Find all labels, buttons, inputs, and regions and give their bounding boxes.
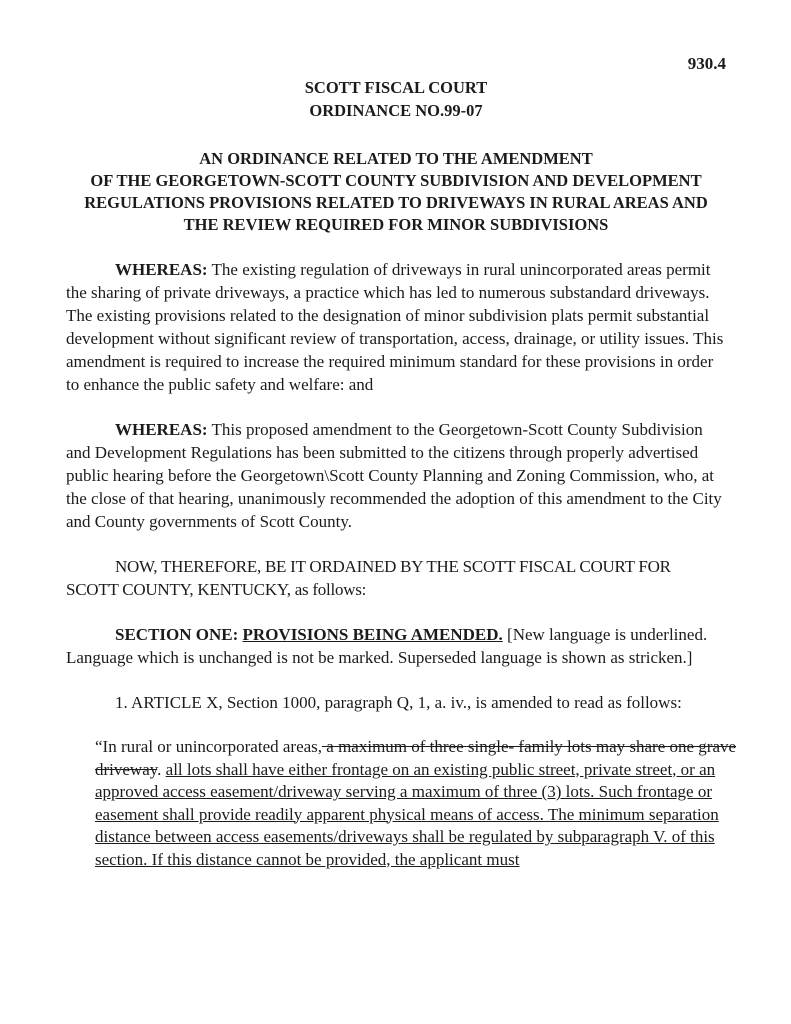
whereas-paragraph-1 [66,258,726,396]
quote-stricken-text: a maximum of three single- family lots may share one grave driveway [95,737,737,779]
whereas-1-label: WHEREAS: [115,260,208,279]
whereas-2-text: This proposed amendment to the Georgetown-Scott County Subdivision and Development Regulations has been submitted to the citizens through properly advertised public hearing before the Georgetown\Scott County Planning and Zoning Commission, who, at the close of that hearing, unanimously recommended the adoption of this amendment to the City and County governments of Scott County. [66,420,722,531]
section-one-label: SECTION ONE: [115,625,239,644]
section-one-note: [New language is underlined. Language which is unchanged is not be marked. Superseded language is shown as stricken.] [66,625,708,667]
court-name: SCOTT FISCAL COURT [304,78,488,97]
section-one-paragraph [66,623,726,669]
title-line-1: AN ORDINANCE RELATED TO THE AMENDMENT [199,149,593,168]
ordinance-title [54,148,738,236]
title-line-4: THE REVIEW REQUIRED FOR MINOR SUBDIVISIONS [183,215,609,234]
whereas-paragraph-2 [66,418,726,533]
whereas-1-text: The existing regulation of driveways in rural unincorporated areas permit the sharing of private driveways, a practice which has led to numerous substandard driveways. The existing provisions related to the designation of minor subdivision plats permit substantial development without significant review of transportation, access, drainage, or utility issues. This amendment is required to increase the required minimum standard for these provisions in order to enhance the public safety and welfare: and [66,260,724,394]
title-line-3: REGULATIONS PROVISIONS RELATED TO DRIVEWAYS IN RURAL AREAS AND [84,193,708,212]
enactment-clause: NOW, THEREFORE, BE IT ORDAINED BY THE SCOTT FISCAL COURT FOR SCOTT COUNTY, KENTUCKY, as follows: [66,557,671,599]
document-header [66,76,726,122]
quote-lead: “In rural or unincorporated areas, [95,737,323,756]
title-line-2: OF THE GEORGETOWN-SCOTT COUNTY SUBDIVISION AND DEVELOPMENT [90,171,702,190]
amended-text-quote [95,736,740,871]
quote-new-language: all lots shall have either frontage on an existing public street, private street, or an approved access easement/driveway serving a maximum of three (3) lots. Such frontage or easement shall provide readily apparent physical means of access. The minimum separation distance between access easements/driveways shall be regulated by subparagraph V. of this section. If this distance cannot be provided, the applicant must [95,759,719,869]
page-number: 930.4 [687,54,726,73]
whereas-2-label: WHEREAS: [115,420,208,439]
ordinance-number: ORDINANCE NO.99-07 [309,101,483,120]
quote-mid: . [157,759,166,779]
amendment-intro: 1. ARTICLE X, Section 1000, paragraph Q, 1, a. iv., is amended to read as follows: [115,693,682,712]
section-one-heading: PROVISIONS BEING AMENDED. [242,625,503,644]
